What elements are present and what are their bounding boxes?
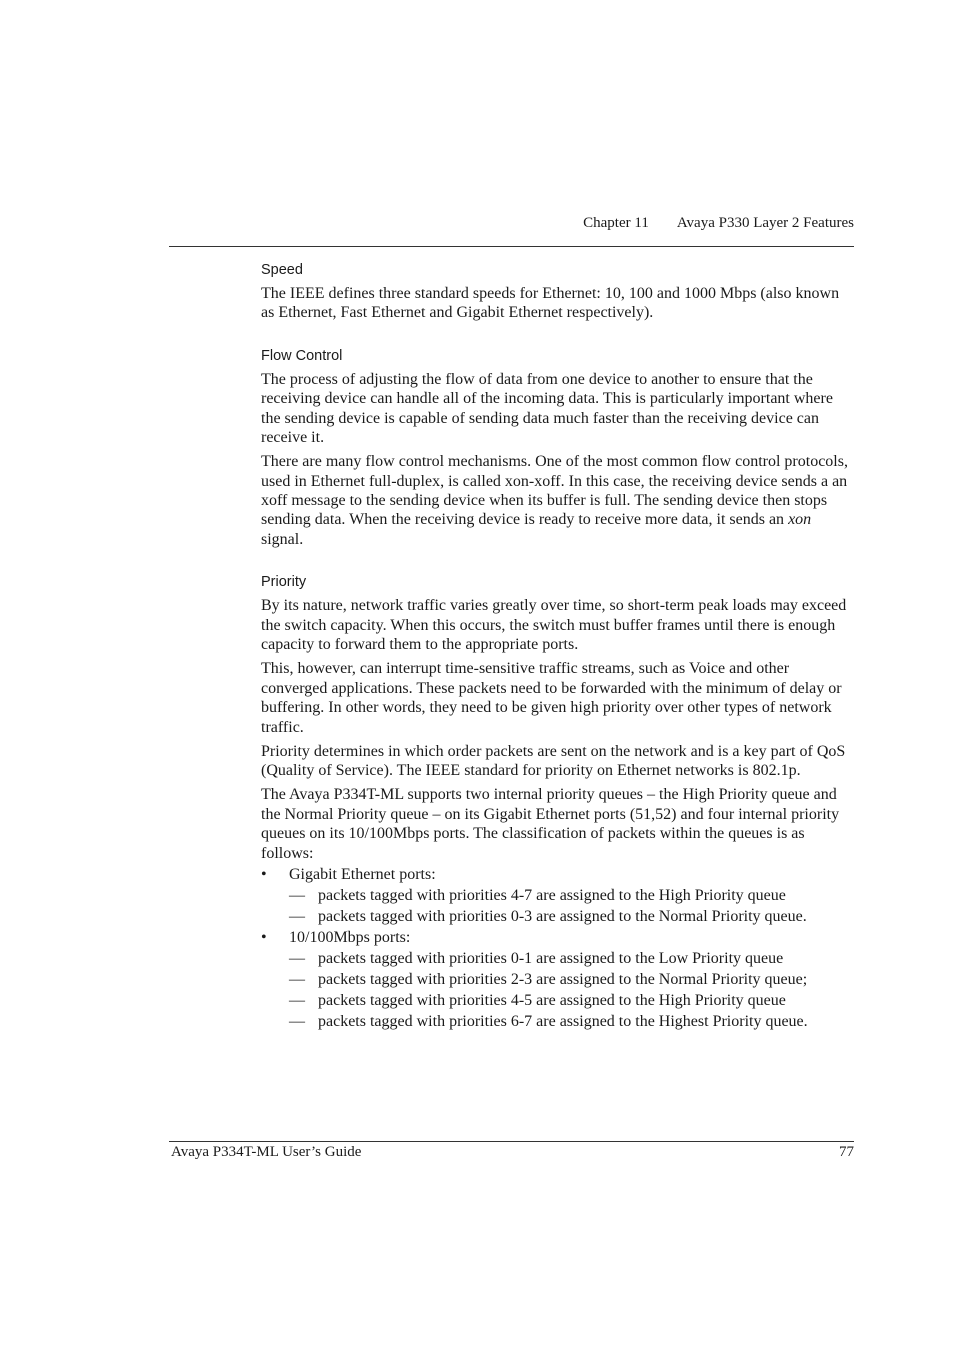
chapter-title: Avaya P330 Layer 2 Features <box>676 215 854 231</box>
gigabit-ports-label: Gigabit Ethernet ports: <box>289 865 436 883</box>
flow-control-p2-text: There are many flow control mechanisms. One of the most common flow control protocols, used in Ethernet full-duplex, is called xon-xoff. In this case, the receiving device sends a an xoff message to the sending device when its buffer is full. The sending device then stops sending data. When the receiving device is ready to receive more data, it sends an <box>261 453 848 529</box>
list-item: — packets tagged with priorities 4-7 are assigned to the High Priority queue <box>289 886 854 905</box>
chapter-label: Chapter 11 <box>583 215 649 231</box>
list-item: — packets tagged with priorities 6-7 are assigned to the Highest Priority queue. <box>289 1012 854 1031</box>
priority-paragraph-3: Priority determines in which order packets are sent on the network and is a key part of QoS (Quality of Service). The IEEE standard for priority on Ethernet networks is 802.1p. <box>261 742 846 780</box>
fast-ports-label: 10/100Mbps ports: <box>289 928 411 946</box>
port-classification-list <box>261 865 854 1031</box>
fast-sublist <box>289 949 854 1031</box>
priority-paragraph-2: This, however, can interrupt time-sensitive traffic streams, such as Voice and other converged applications. These packets need to be forwarded with the minimum of delay or buffering. In other words, they need to be given high priority over other types of network traffic. <box>261 660 842 736</box>
footer-guide-title: Avaya P334T-ML User’s Guide <box>171 1144 362 1160</box>
flow-control-paragraph-1: The process of adjusting the flow of data from one device to another to ensure that the receiving device can handle all of the incoming data. This is particularly important where the sending device is capable of sending data much faster than the receiving device can receive it. <box>261 370 833 447</box>
list-item-gigabit <box>261 865 854 926</box>
priority-paragraph-4: The Avaya P334T-ML supports two internal priority queues – the High Priority queue and the Normal Priority queue – on its Gigabit Ethernet ports (51,52) and four internal priority queues on its 10/100Mbps ports. The classification of packets within the queues is as follows: <box>261 786 840 862</box>
gigabit-sublist <box>289 886 854 926</box>
xon-term: xon <box>788 511 812 529</box>
list-item: — packets tagged with priorities 0-3 are assigned to the Normal Priority queue. <box>289 907 854 926</box>
list-item: — packets tagged with priorities 0-1 are assigned to the Low Priority queue <box>289 949 854 968</box>
section-flow-control <box>261 347 854 549</box>
section-speed <box>261 261 854 323</box>
list-item: — packets tagged with priorities 2-3 are assigned to the Normal Priority queue; <box>289 970 854 989</box>
header-rule <box>169 246 854 247</box>
list-item: — packets tagged with priorities 4-5 are assigned to the High Priority queue <box>289 991 854 1010</box>
list-item-fast-ethernet <box>261 928 854 1031</box>
flow-control-heading: Flow Control <box>261 347 343 364</box>
speed-paragraph: The IEEE defines three standard speeds for Ethernet: 10, 100 and 1000 Mbps (also known as Ethernet, Fast Ethernet and Gigabit Ethernet respectively). <box>261 285 840 322</box>
section-priority <box>261 573 854 1031</box>
page-number: 77 <box>839 1144 854 1160</box>
priority-heading: Priority <box>261 574 307 591</box>
flow-control-paragraph-2 <box>261 452 854 549</box>
page-body <box>261 261 854 1055</box>
flow-control-p2-end: signal. <box>261 530 304 548</box>
footer-rule <box>169 1141 854 1142</box>
speed-heading: Speed <box>261 262 303 278</box>
running-header <box>583 215 854 232</box>
priority-paragraph-1: By its nature, network traffic varies greatly over time, so short-term peak loads may exceed the switch capacity. When this occurs, the switch must buffer frames until there is enough capacity to forward them to the appropriate ports. <box>261 597 847 654</box>
